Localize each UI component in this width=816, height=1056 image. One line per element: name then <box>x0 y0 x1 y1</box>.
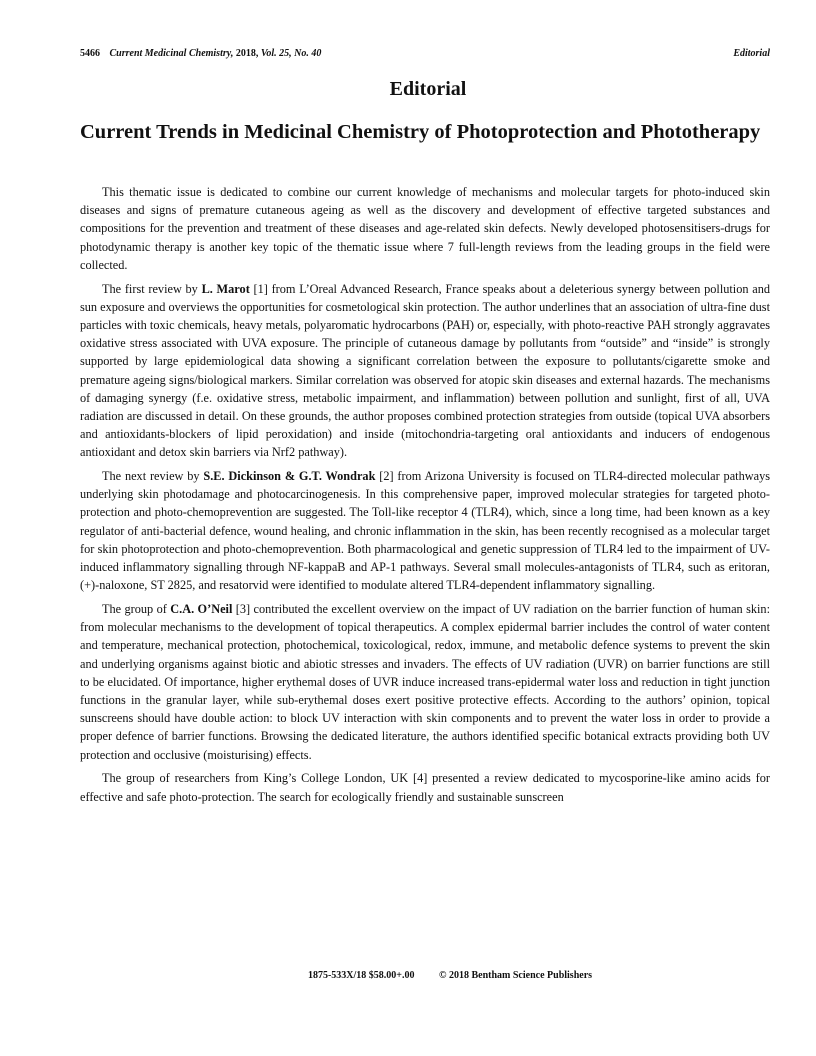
paragraph-text: [1] from L’Oreal Advanced Research, France speaks about a deleterious synergy between pollution and sun exposure and overviews the opportunities for cosmetological skin protection. The author underlines that an association of ultra-fine dust particles with toxic chemicals, heavy metals, polyaromatic hydrocarbons (PAH) or, especially, with photo-reactive PAH strongly aggravates oxidative stress associated with UVA exposure. The principle of cutaneous damage by pollutants from “outside” and “inside” is strongly supported by large epidemiological data showing a significant correlation between the exposure to pollutants/cigarette smoke and premature ageing signs/biological markers. Similar correlation was observed for atopic skin diseases and external hazards. The mechanisms of damaging synergy (f.e. oxidative stress, metabolic impairment, and inflammation) between pollution and sunlight, first of all, UVA radiation are discussed in detail. On these grounds, the author proposes combined protection strategies from outside (topical UVA absorbers and antioxidants-blockers of lipid peroxidation) and inside (mitochondria-targeting oral antioxidants and inducers of endogenous antioxidant and detox skin barriers via Nrf2 pathway). <box>80 281 770 460</box>
paragraph-review-2 <box>80 467 770 594</box>
paragraph-text: The group of researchers from King’s College London, UK [4] presented a review dedicated to mycosporine-like amino acids for effective and safe photo-protection. The search for ecologically friendly and sustainable sunscreen <box>80 771 770 804</box>
paragraph-text: This thematic issue is dedicated to combine our current knowledge of mechanisms and molecular targets for photo-induced skin diseases and signs of premature cutaneous ageing as well as the discovery and development of effective targeted substances and compositions for the prevention and treatment of these diseases and age-related skin defects. Newly developed photosensitisers-drugs for photodynamic therapy is another key topic of the thematic issue where 7 full-length reviews from the leading groups in the field were collected. <box>80 185 770 272</box>
journal-name: Current Medicinal Chemistry, <box>109 48 234 59</box>
paragraph-review-4 <box>80 769 770 805</box>
page-number: 5466 <box>80 48 100 59</box>
paragraph-text: The first review by <box>102 281 202 296</box>
paragraph-text: The next review by <box>102 469 204 484</box>
running-header <box>80 48 770 59</box>
author-name: S.E. Dickinson & G.T. Wondrak <box>203 469 376 484</box>
article-title: Current Trends in Medicinal Chemistry of Photoprotection and Phototherapy <box>80 121 761 143</box>
issn-price: 1875-533X/18 $58.00+.00 <box>307 970 415 981</box>
journal-year: 2018, <box>235 48 259 59</box>
page-footer <box>0 970 816 981</box>
paragraph-review-1 <box>80 280 770 462</box>
article-body <box>80 183 770 811</box>
paragraph-text: [2] from Arizona University is focused on TLR4-directed molecular pathways underlying skin photodamage and photocarcinogenesis. In this comprehensive paper, improved molecular strategies for targeted photo-protection and photo-chemoprevention are suggested. The Toll-like receptor 4 (TLR4), which, since a long time, had been known as a key regulator of anti-bacterial defence, wound healing, and chronic inflammation in the skin, has been recently recognised as a molecular target for skin photoprotection and photo-chemoprevention. Both pharmacological and genetic suppression of TLR4 led to the impairment of UV-induced inflammatory signalling through NF-kappaB and AP-1 pathways. Several small molecules-antagonists of TLR4, such as eritoran, (+)-naloxone, ST 2825, and resatorvid were identified to modulate altered TLR4-dependent inflammatory signalling. <box>80 469 770 593</box>
paragraph-intro <box>80 183 770 274</box>
copyright: © 2018 Bentham Science Publishers <box>439 970 593 981</box>
running-header-citation <box>80 48 321 59</box>
author-name: C.A. O’Neil <box>170 601 233 616</box>
journal-volume: Vol. 25, No. 40 <box>260 48 322 59</box>
paragraph-review-3 <box>80 600 770 764</box>
paragraph-text: [3] contributed the excellent overview on the impact of UV radiation on the barrier function of human skin: from molecular mechanisms to the development of topical therapeutics. A complex epidermal barrier includes the control of water content and temperature, mechanical protection, photochemical, toxicological, redox, immune, and metabolic defence systems to prevent the skin and underlying organisms against biotic and abiotic stresses and invaders. The effects of UV radiation (UVR) on barrier functions are still to be elucidated. Of importance, higher erythemal doses of UVR induce increased trans-epidermal water loss and reduction in tight junction functions in the granular layer, while sub-erythemal doses exert positive protective effects. According to the authors’ opinion, topical sunscreens should have double action: to block UV interaction with skin components and to prevent the water loss in order to provide a proper defence of barrier functions. Browsing the dedicated literature, the authors identified specific botanical extracts providing both UV protection and occlusive (moisturising) effects. <box>80 601 770 762</box>
author-name: L. Marot <box>201 281 250 296</box>
running-header-section: Editorial <box>733 48 770 59</box>
paragraph-text: The group of <box>102 601 171 616</box>
section-label: Editorial <box>389 78 467 100</box>
